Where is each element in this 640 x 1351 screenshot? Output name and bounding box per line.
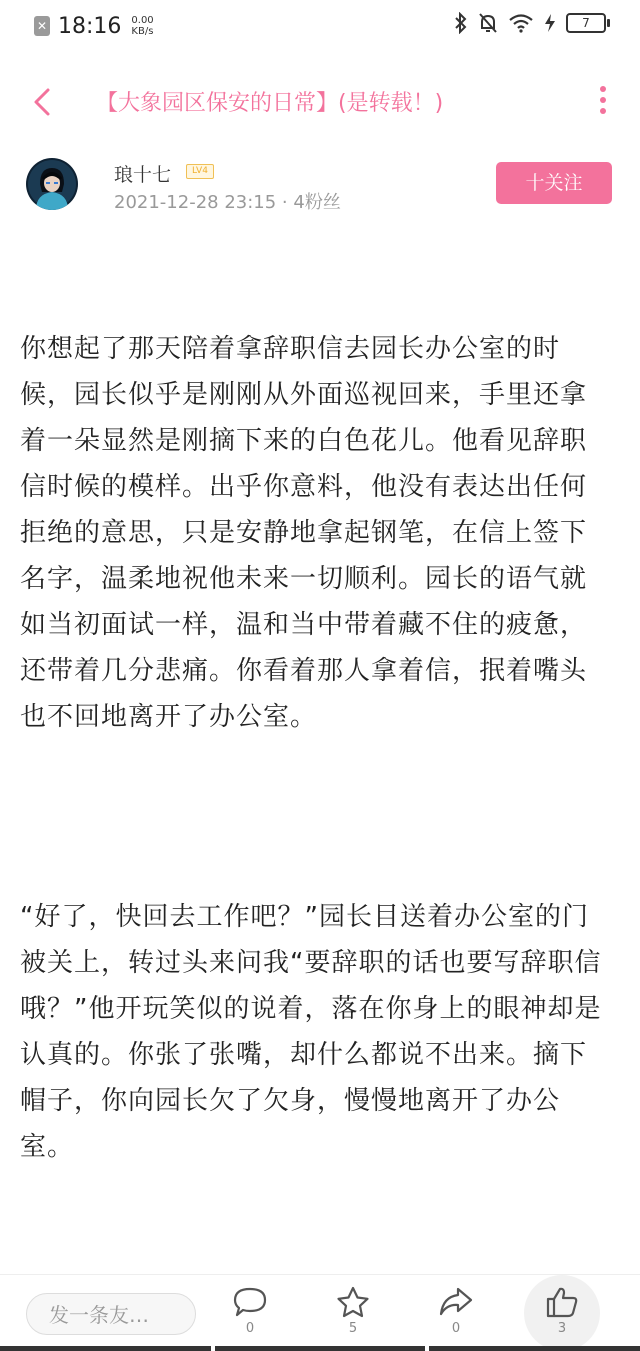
back-button[interactable] [28, 84, 58, 120]
content-paragraph: 你想起了那天陪着拿辞职信去园长办公室的时候，园长似乎是刚刚从外面巡视回来，手里还拿着一朵显然是刚摘下来的白色花儿。他看见辞职信时候的模样。出乎你意料，他没有表达出任何拒绝的意思，只是安静地拿起钢笔，在信上签下名字，温柔地祝他未来一切顺利。园长的语气就如当初面试一样，温和当中带着藏不住的疲惫，还带着几分悲痛。你看着那人拿着信，抿着嘴头也不回地离开了办公室。 [20, 334, 588, 732]
avatar-image [26, 158, 78, 210]
more-dot-icon [600, 86, 606, 92]
thumbs-up-icon [544, 1285, 580, 1319]
network-speed [131, 15, 153, 37]
post-header [0, 70, 640, 134]
comment-input[interactable]: 发一条友… [26, 1293, 196, 1335]
mute-bell-icon [478, 12, 498, 34]
charging-icon [544, 13, 556, 33]
battery-icon [566, 13, 606, 33]
follow-button[interactable]: 十关注 [496, 162, 612, 204]
comment-bubble-icon [232, 1285, 268, 1319]
author-name[interactable]: 琅十七 [114, 164, 172, 186]
favorite-button[interactable] [323, 1285, 383, 1351]
avatar[interactable] [26, 158, 78, 210]
battery-level: 7 [582, 16, 590, 30]
chevron-left-icon [28, 84, 58, 120]
like-button[interactable] [532, 1285, 592, 1351]
share-button[interactable] [426, 1285, 486, 1351]
favorite-count: 5 [348, 1321, 358, 1336]
author-row [0, 150, 640, 220]
status-time: 18:16 [58, 13, 122, 39]
network-speed-value: 0.00 [131, 15, 154, 26]
star-icon [335, 1285, 371, 1319]
more-dot-icon [600, 97, 606, 103]
more-options-button[interactable] [596, 86, 610, 118]
like-count: 3 [557, 1321, 567, 1336]
bottom-action-bar [0, 1274, 640, 1351]
level-badge: LV4 [186, 164, 214, 179]
comment-button[interactable] [220, 1285, 280, 1351]
notification-icon: ✕ [34, 16, 50, 36]
share-arrow-icon [438, 1285, 474, 1319]
home-indicator [0, 1346, 640, 1351]
network-speed-unit: KB/s [131, 26, 154, 37]
post-meta: 2021-12-28 23:15 · 4粉丝 [114, 192, 341, 213]
more-dot-icon [600, 108, 606, 114]
wifi-icon [508, 13, 534, 33]
share-count: 0 [451, 1321, 461, 1336]
status-bar [0, 0, 640, 52]
comment-count: 0 [245, 1321, 255, 1336]
bluetooth-icon [454, 12, 468, 34]
content-paragraph: “好了，快回去工作吧？”园长目送着办公室的门被关上，转过头来问我“要辞职的话也要写辞职信哦？”他开玩笑似的说着，落在你身上的眼神却是认真的。你张了张嘴，却什么都说不出来。摘下帽子，你向园长欠了欠身，慢慢地离开了办公室。 [20, 902, 602, 1162]
page-title: 【大象园区保安的日常】(是转载！) [96, 91, 444, 116]
